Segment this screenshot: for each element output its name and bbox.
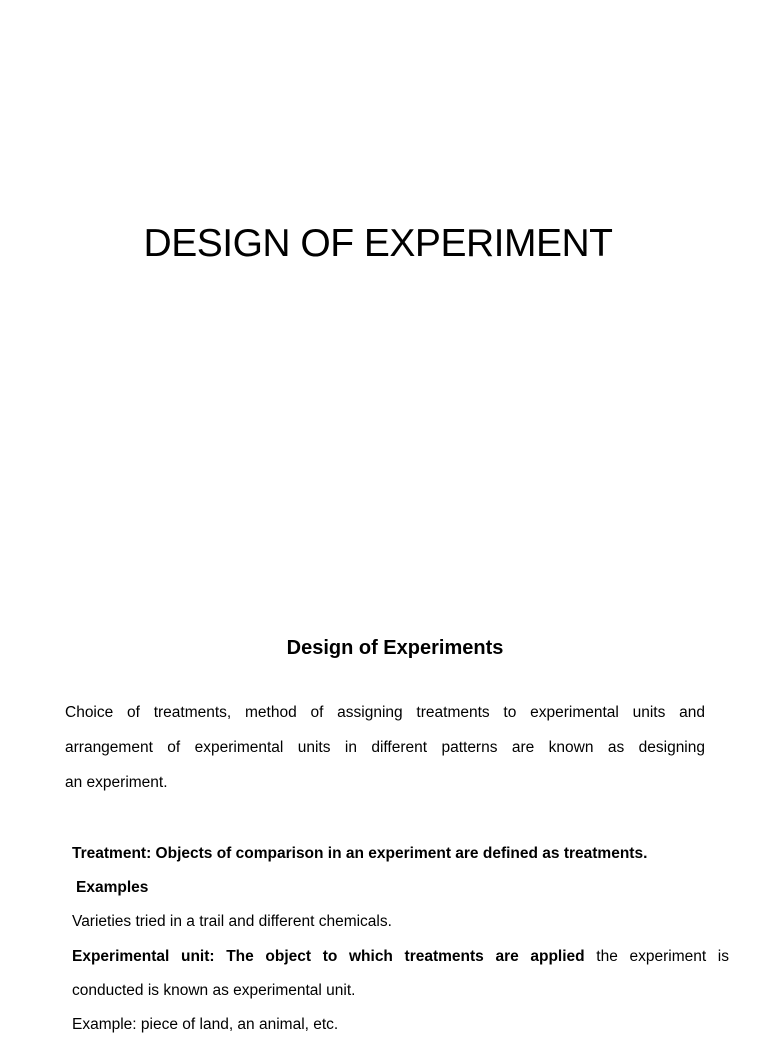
treatment-definition: Treatment: Objects of comparison in an experiment are defined as treatments. — [72, 845, 648, 862]
section-heading: Design of Experiments — [286, 637, 504, 659]
page-title: DESIGN OF EXPERIMENT — [143, 222, 613, 265]
experimental-unit-examples: Example: piece of land, an animal, etc. — [72, 1016, 339, 1033]
intro-line-2: arrangement of experimental units in different patterns are known as designing — [65, 739, 705, 756]
experimental-unit-continued: conducted is known as experimental unit. — [72, 982, 356, 999]
examples-label: Examples — [76, 879, 149, 896]
intro-line-3: an experiment. — [65, 774, 168, 791]
content-slide — [0, 590, 768, 1033]
intro-line-1: Choice of treatments, method of assigning treatments to experimental units and — [65, 704, 705, 721]
experimental-unit-definition-bold: Experimental unit: The object to which treatments are applied — [72, 948, 585, 965]
experimental-unit-definition — [72, 945, 729, 969]
experimental-unit-definition-rest: the experiment is — [584, 948, 730, 965]
treatment-examples: Varieties tried in a trail and different chemicals. — [72, 913, 392, 930]
intro-paragraph — [65, 695, 705, 800]
